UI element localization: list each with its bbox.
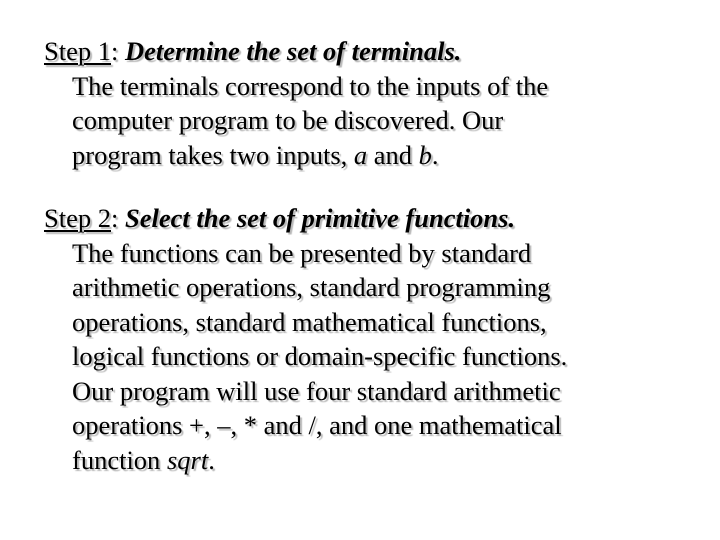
step-2-separator: : (111, 203, 125, 233)
step-2-line-text: . (208, 444, 215, 475)
step-2-line: arithmetic operations, standard programming (72, 272, 551, 302)
step-2-line: The functions can be presented by standard (72, 237, 532, 268)
step-2-heading (44, 201, 694, 236)
step-2-section (44, 201, 694, 477)
function-sqrt: sqrt (166, 444, 209, 475)
step-2-title: Select the set of primitive functions. (125, 203, 516, 233)
step-2-line: logical functions or domain-specific functions. (72, 341, 568, 371)
step-2-line: operations +, –, * and /, and one mathematical (72, 410, 562, 440)
step-1-line: The terminals correspond to the inputs of the (72, 70, 549, 101)
step-1-heading (44, 34, 694, 69)
step-1-label: Step 1 (44, 36, 111, 66)
step-1-body (44, 69, 694, 173)
step-2-line-text: function (72, 444, 167, 475)
step-2-body (44, 236, 694, 478)
step-1-line: computer program to be discovered. Our (72, 105, 504, 135)
step-1-line-text: and (367, 139, 419, 170)
step-2-label: Step 2 (44, 203, 111, 233)
variable-b: b (418, 139, 432, 170)
step-1-line-text: program takes two inputs, (72, 139, 354, 170)
step-1-separator: : (111, 36, 125, 66)
step-2-line: Our program will use four standard arithmetic (72, 375, 561, 406)
step-1-section (44, 34, 694, 172)
step-1-title: Determine the set of terminals. (125, 36, 462, 66)
step-2-line (72, 443, 694, 478)
step-2-line: operations, standard mathematical functions, (72, 306, 547, 337)
step-1-line-text: . (431, 139, 439, 170)
variable-a: a (353, 139, 368, 170)
step-1-line (72, 138, 694, 173)
